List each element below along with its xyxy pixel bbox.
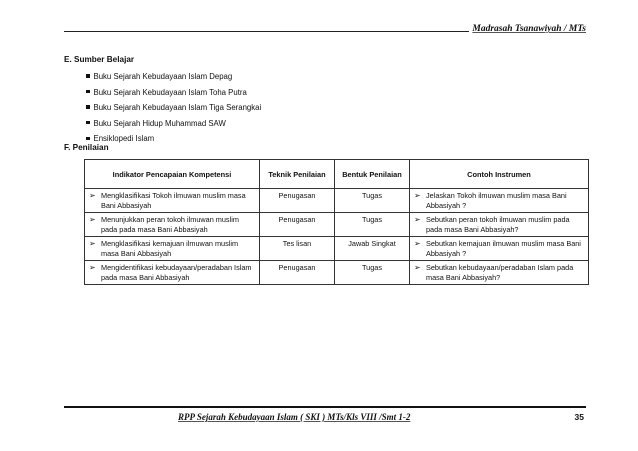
cell-instrumen: ➢ Sebutkan kemajuan ilmuwan muslim masa Bani Abbasiyah ? (410, 237, 589, 261)
arrow-bullet-icon: ➢ (89, 263, 96, 272)
cell-bentuk: Tugas (335, 261, 410, 285)
running-header: Madrasah Tsanawiyah / MTs (469, 24, 586, 34)
square-bullet-icon (86, 90, 90, 94)
footer-rule (64, 406, 586, 408)
arrow-bullet-icon: ➢ (414, 215, 421, 224)
cell-teknik: Penugasan (260, 261, 335, 285)
cell-indikator: ➢ Menunjukkan peran tokoh ilmuwan muslim pada pada masa Bani Abbasiyah (85, 213, 260, 237)
table-row (85, 189, 589, 213)
square-bullet-icon (86, 137, 90, 141)
cell-instrumen: ➢ Jelaskan Tokoh ilmuwan muslim masa Bani Abbasiyah ? (410, 189, 589, 213)
assessment-table (84, 159, 589, 285)
list-item: Buku Sejarah Kebudayaan Islam Tiga Serangkai (86, 100, 261, 116)
table-row (85, 261, 589, 285)
running-footer: RPP Sejarah Kebudayaan Islam ( SKI ) MTs/Kls VIII /Smt 1-2 (178, 412, 411, 422)
list-item: Buku Sejarah Kebudayaan Islam Toha Putra (86, 85, 261, 101)
column-header-instrumen: Contoh Instrumen (410, 160, 589, 189)
cell-teknik: Penugasan (260, 189, 335, 213)
table-header-row (85, 160, 589, 189)
cell-bentuk: Tugas (335, 189, 410, 213)
cell-indikator: ➢ Mengklasifikasi Tokoh ilmuwan muslim masa Bani Abbasiyah (85, 189, 260, 213)
cell-indikator: ➢ Mengidentifikasi kebudayaan/peradaban Islam pada masa Bani Abbasiyah (85, 261, 260, 285)
arrow-bullet-icon: ➢ (89, 215, 96, 224)
arrow-bullet-icon: ➢ (414, 263, 421, 272)
cell-teknik: Penugasan (260, 213, 335, 237)
cell-instrumen: ➢ Sebutkan kebudayaan/peradaban Islam pada masa Bani Abbasiyah? (410, 261, 589, 285)
arrow-bullet-icon: ➢ (89, 191, 96, 200)
arrow-bullet-icon: ➢ (414, 239, 421, 248)
list-item: Buku Sejarah Hidup Muhammad SAW (86, 116, 261, 132)
cell-instrumen: ➢ Sebutkan peran tokoh ilmuwan muslim pada pada masa Bani Abbasiyah? (410, 213, 589, 237)
square-bullet-icon (86, 121, 90, 125)
section-f-title: F. Penilaian (64, 143, 109, 152)
table-row (85, 237, 589, 261)
column-header-indikator: Indikator Pencapaian Kompetensi (85, 160, 260, 189)
column-header-teknik: Teknik Penilaian (260, 160, 335, 189)
cell-bentuk: Tugas (335, 213, 410, 237)
page-number: 35 (574, 412, 584, 422)
column-header-bentuk: Bentuk Penilaian (335, 160, 410, 189)
sumber-belajar-list (86, 69, 261, 147)
square-bullet-icon (86, 74, 90, 78)
section-e-title: E. Sumber Belajar (64, 55, 135, 64)
arrow-bullet-icon: ➢ (89, 239, 96, 248)
cell-indikator: ➢ Mengklasifikasi kemajuan ilmuwan muslim masa Bani Abbasiyah (85, 237, 260, 261)
square-bullet-icon (86, 105, 90, 109)
list-item: Buku Sejarah Kebudayaan Islam Depag (86, 69, 261, 85)
cell-bentuk: Jawab Singkat (335, 237, 410, 261)
arrow-bullet-icon: ➢ (414, 191, 421, 200)
list-item: Ensiklopedi Islam (86, 131, 261, 147)
cell-teknik: Tes lisan (260, 237, 335, 261)
table-row (85, 213, 589, 237)
